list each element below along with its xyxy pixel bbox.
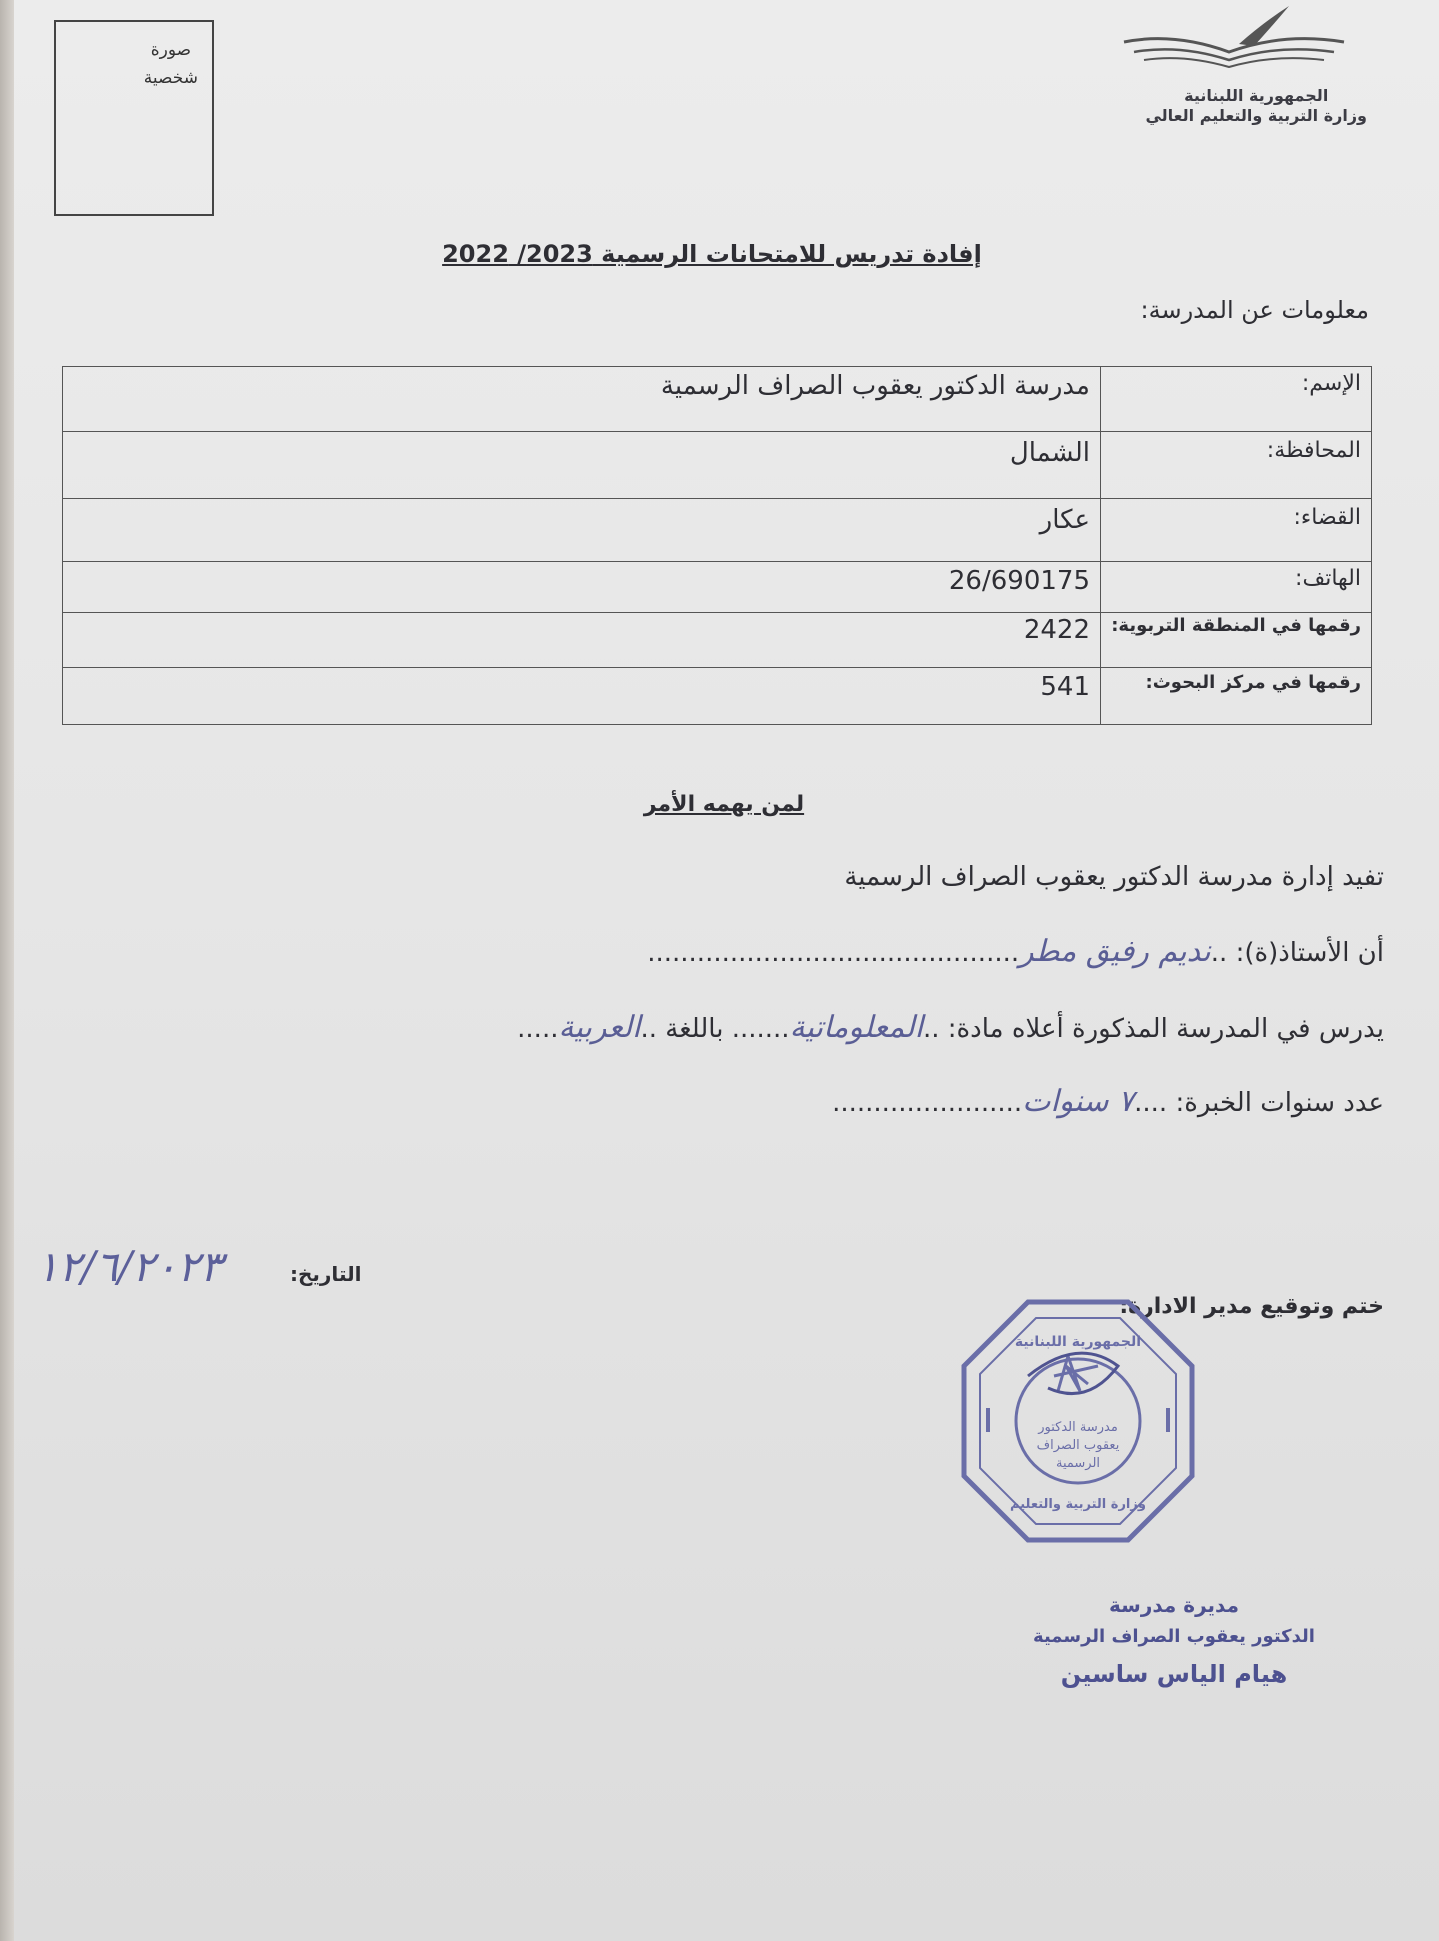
table-row — [63, 367, 1372, 432]
body-line-1: تفيد إدارة مدرسة الدكتور يعقوب الصراف الرسمية — [844, 862, 1384, 892]
document-page — [14, 0, 1439, 1941]
teacher-name: نديم رفيق مطر — [1019, 934, 1211, 969]
photo-label — [144, 36, 198, 92]
row-value: مدرسة الدكتور يعقوب الصراف الرسمية — [63, 367, 1101, 432]
table-row — [63, 499, 1372, 562]
language-label: باللغة — [665, 1014, 724, 1044]
row-value: الشمال — [63, 432, 1101, 499]
language-value: العربية — [558, 1010, 641, 1045]
row-value: 26/690175 — [63, 562, 1101, 613]
concern-heading: لمن يهمه الأمر — [643, 792, 805, 817]
experience-value: ٧ سنوات — [1022, 1084, 1135, 1119]
dots: ..... — [517, 1014, 559, 1044]
subject-label: يدرس في المدرسة المذكورة أعلاه مادة: — [947, 1014, 1384, 1044]
experience-line — [832, 1084, 1384, 1119]
subject-line — [517, 1010, 1384, 1045]
signature-heading: ختم وتوقيع مدير الادارة: — [1119, 1294, 1384, 1319]
row-label: المحافظة: — [1101, 432, 1372, 499]
table-row — [63, 668, 1372, 725]
subject-value: المعلوماتية — [789, 1010, 923, 1045]
stamp-line-1: مدرسة الدكتور — [1038, 1420, 1118, 1435]
page-edge — [0, 0, 14, 1941]
stamp-line-2: يعقوب الصراف — [1036, 1438, 1120, 1453]
experience-label: عدد سنوات الخبرة: — [1175, 1088, 1384, 1118]
dots: ............................................. — [647, 938, 1020, 968]
signature-title: مديرة مدرسة — [1109, 1593, 1239, 1617]
date-label: التاريخ: — [290, 1262, 362, 1286]
dots: .. — [1210, 938, 1228, 968]
dots: .. — [923, 1014, 940, 1044]
school-stamp-icon — [958, 1296, 1198, 1546]
table-row — [63, 432, 1372, 499]
teacher-line — [647, 934, 1384, 969]
dots: .... — [1134, 1088, 1168, 1118]
ministry-logo-icon — [1114, 2, 1354, 82]
stamp-ring-bottom: وزارة التربية والتعليم — [1010, 1497, 1146, 1512]
dots: ....... — [731, 1014, 790, 1044]
signature-school: الدكتور يعقوب الصراف الرسمية — [1033, 1626, 1315, 1647]
signature-name: هيام الياس ساسين — [1060, 1660, 1288, 1688]
republic-label: الجمهورية اللبنانية — [1184, 86, 1329, 105]
stamp-line-3: الرسمية — [1055, 1456, 1101, 1471]
signature-block — [974, 1590, 1374, 1694]
row-value: عكار — [63, 499, 1101, 562]
row-label: الإسم: — [1101, 367, 1372, 432]
row-label: رقمها في المنطقة التربوية: — [1101, 613, 1372, 668]
stamp-ring-top: الجمهورية اللبنانية — [1014, 1334, 1142, 1350]
teacher-label: أن الأستاذ(ة): — [1235, 938, 1384, 968]
date-value: ١٢/٦/٢٠٢٣ — [36, 1242, 223, 1291]
dots: ....................... — [832, 1088, 1023, 1118]
table-row — [63, 562, 1372, 613]
section-heading: معلومات عن المدرسة: — [1140, 296, 1369, 324]
row-value: 541 — [63, 668, 1101, 725]
photo-box — [54, 20, 214, 216]
row-label: الهاتف: — [1101, 562, 1372, 613]
document-title: إفادة تدريس للامتحانات الرسمية 2023/ 2022 — [442, 240, 982, 268]
photo-label-line2: شخصية — [143, 68, 198, 88]
school-info-table — [62, 366, 1372, 725]
table-row — [63, 613, 1372, 668]
row-label: القضاء: — [1101, 499, 1372, 562]
photo-label-line1: صورة — [150, 40, 192, 60]
row-value: 2422 — [63, 613, 1101, 668]
row-label: رقمها في مركز البحوث: — [1101, 668, 1372, 725]
ministry-label: وزارة التربية والتعليم العالي — [1145, 106, 1367, 125]
header-text — [1145, 86, 1367, 126]
dots: .. — [640, 1014, 658, 1044]
